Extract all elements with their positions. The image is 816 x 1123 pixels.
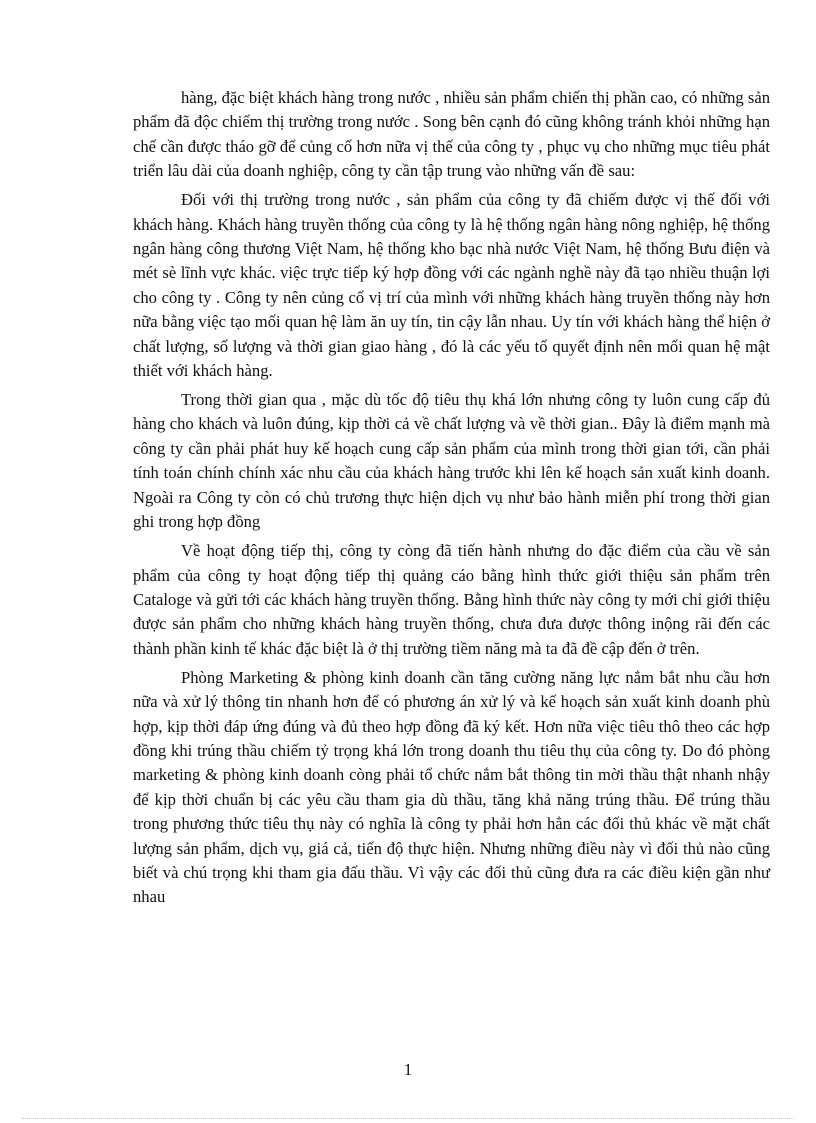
paragraph-1: hàng, đặc biệt khách hàng trong nước , nhiều sản phẩm chiến thị phần cao, có những sản phẩm đã độc chiếm thị trường trong nước . Song bên cạnh đó cũng không tránh khỏi những hạn chế cần được tháo gỡ để củng cố hơn nữa vị thế của công ty , phục vụ cho những mục tiêu phát triển lâu dài của doanh nghiệp, công ty cần tập trung vào những vấn đề sau: — [133, 88, 770, 181]
page-bottom-edge — [22, 1118, 794, 1119]
paragraph-5: Phòng Marketing & phòng kinh doanh cần tăng cường năng lực nắm bắt nhu cầu hơn nữa và xử lý thông tin nhanh hơn để có phương án xử lý và kế hoạch sản xuất kinh doanh phù hợp, kịp thời đáp ứng đúng và đủ theo hợp đồng đã ký kết. Hơn nữa việc tiêu thô theo các hợp đồng khi trúng thầu chiếm tỷ trọng khá lớn trong doanh thu tiêu thụ của công ty. Do đó phòng marketing & phòng kinh doanh còng phải tổ chức nắm bắt thông tin mời thầu thật nhanh nhậy để kịp thời chuẩn bị các yêu cầu tham gia dù thầu, tăng khả năng trúng thầu. Để trúng thầu trong phương thức tiêu thụ này có nghĩa là công ty phải hơn hẳn các đối thủ khác về mặt chất lượng sản phẩm, dịch vụ, giá cả, tiến độ thực hiện. Nhưng những điều này vì đối thủ nào cũng biết và chú trọng khi tham gia đấu thầu. Vì vậy các đối thủ cũng đưa ra các điều kiện gần như nhau — [133, 667, 770, 907]
paragraph-3: Trong thời gian qua , mặc dù tốc độ tiêu thụ khá lớn nhưng công ty luôn cung cấp đủ hàng cho khách và luôn đúng, kịp thời cả về chất lượng và về thời gian.. Đây là điểm mạnh mà công ty cần phải phát huy kế hoạch cung cấp sản phẩm của mình trong thời gian tới, cần phải tính toán chính chính xác nhu cầu của khách hàng trước khi lên kế hoạch sản xuất kinh doanh. Ngoài ra Công ty còn có chủ trương thực hiện dịch vụ như bảo hành miễn phí trong thời gian ghi trong hợp đồng — [133, 390, 770, 532]
paragraph-4: Về hoạt động tiếp thị, công ty còng đã tiến hành nhưng do đặc điểm của cầu về sản phẩm của công ty hoạt động tiếp thị quảng cáo bằng hình thức giới thiệu sản phẩm trên Cataloge và gửi tới các khách hàng truyền thống. Bằng hình thức này công ty mới chỉ giới thiệu được sản phẩm cho những khách hàng truyền thống, chưa đưa được thông inộng rãi đến các thành phần kinh tế khác đặc biệt là ở thị trường tiềm năng mà ta đã đề cập đến ở trên. — [133, 541, 770, 658]
paragraph-2: Đối với thị trường trong nước , sản phẩm của công ty đã chiếm được vị thế đối với khách hàng. Khách hàng truyền thống của công ty là hệ thống ngân hàng nông nghiệp, hệ thống ngân hàng công thương Việt Nam, hệ thống kho bạc nhà nước Việt Nam, hệ thống Bưu điện và mét sè lĩnh vực khác. việc trực tiếp ký hợp đồng với các ngành nghề này đã tạo nhiều thuận lợi cho công ty . Công ty nên củng cố vị trí của mình với những khách hàng truyền thống này hơn nữa bằng việc tạo mối quan hệ làm ăn uy tín, tin cậy lẫn nhau. Uy tín với khách hàng thể hiện ở chất lượng, số lượng và thời gian giao hàng , đó là các yếu tố quyết định nên mối quan hệ mật thiết với khách hàng. — [133, 190, 770, 381]
page-number: 1 — [403, 1060, 413, 1079]
page-body — [133, 86, 770, 914]
